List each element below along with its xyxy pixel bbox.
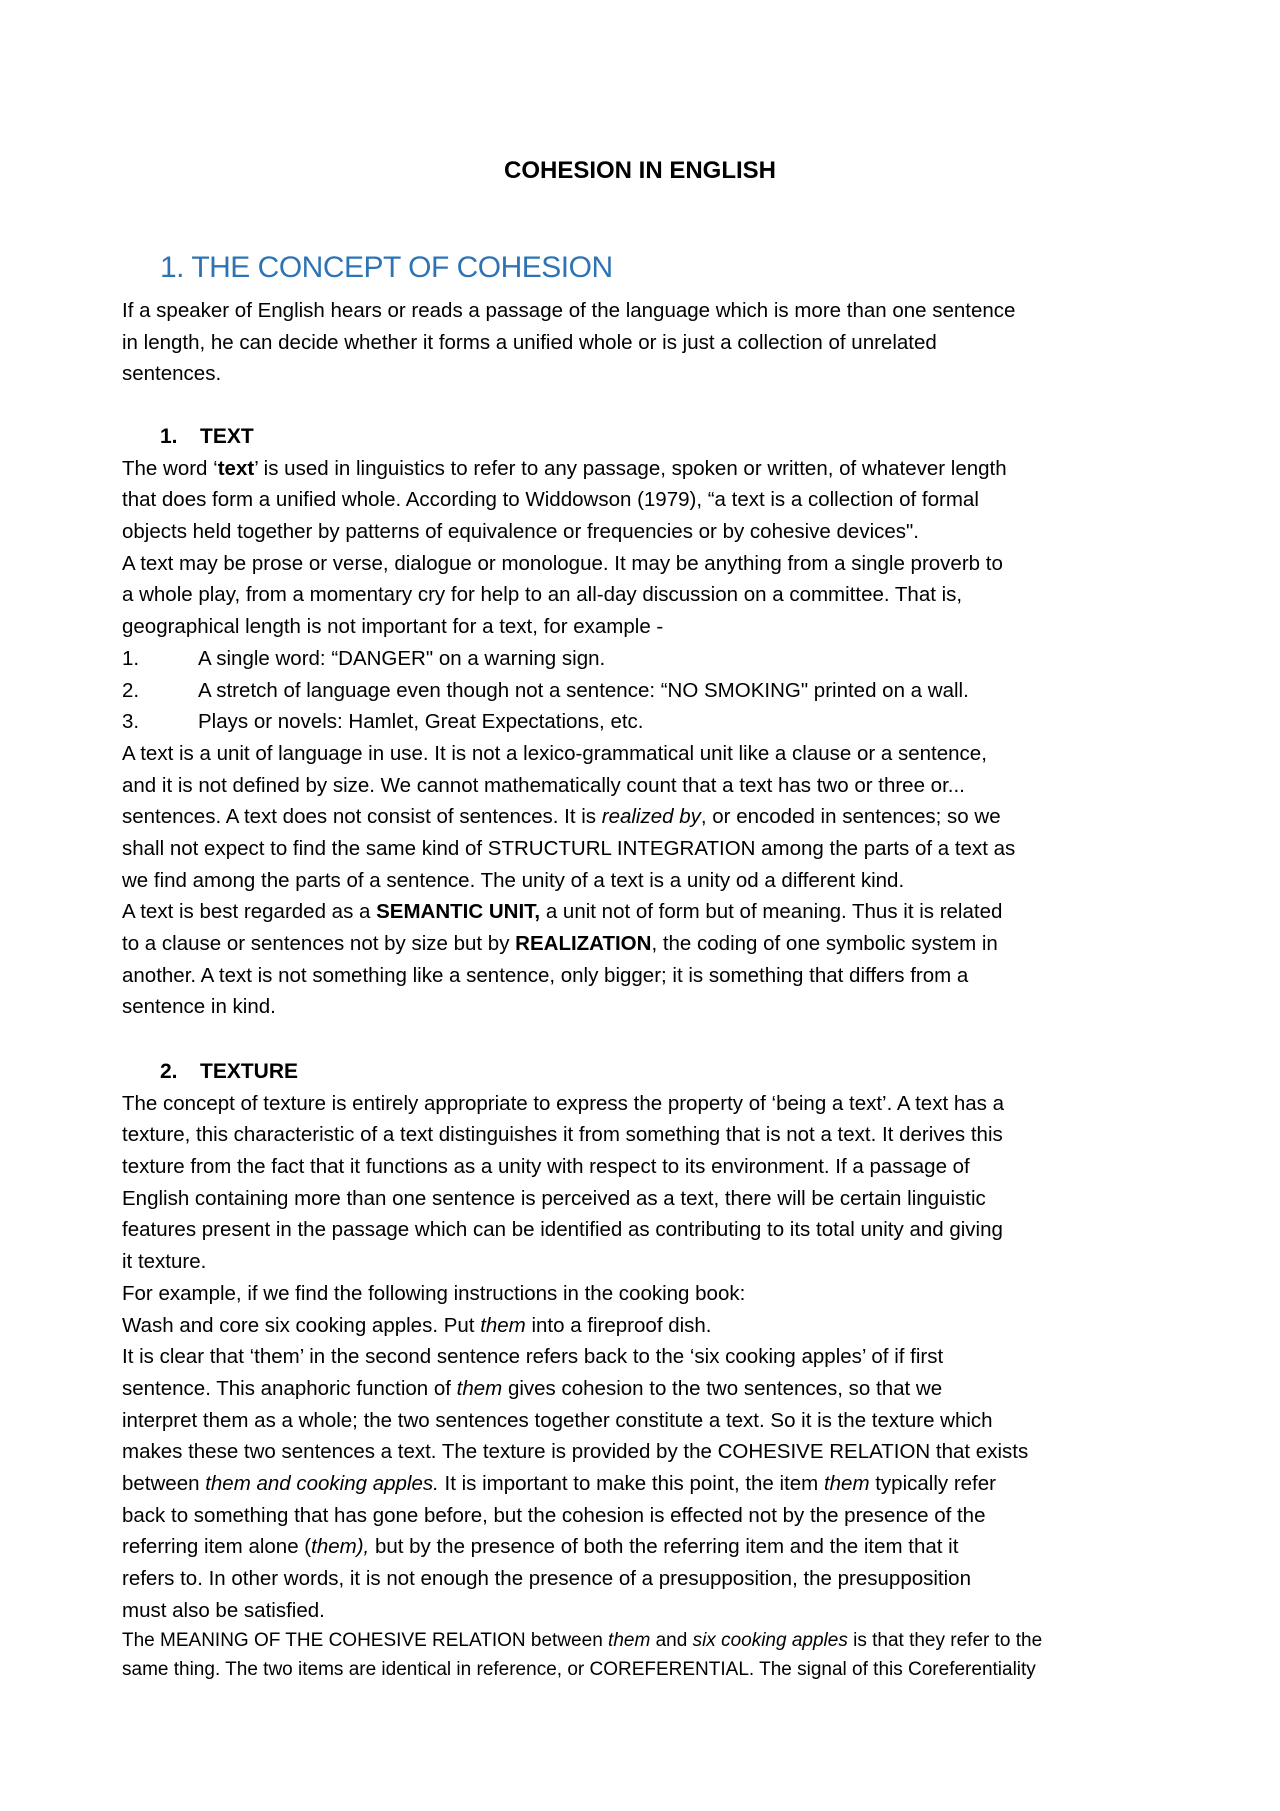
text-line	[122, 1563, 1202, 1595]
text-run: A stretch of language even though not a sentence: “NO SMOKING" printed on a wall.	[198, 678, 969, 702]
text-run: A single word: “DANGER" on a warning sign.	[198, 646, 606, 670]
text-line	[122, 706, 1202, 738]
text-run: in length, he can decide whether it forms a unified whole or is just a collection of unrelated	[122, 330, 937, 354]
text-run: between	[122, 1471, 206, 1495]
text-line	[122, 484, 1202, 516]
bold-text: text	[217, 456, 255, 480]
text-line	[122, 643, 1202, 675]
text-line	[122, 991, 1202, 1023]
text-run: same thing. The two items are identical in reference, or COREFERENTIAL. The signal of this Coreferentiality	[122, 1659, 1036, 1681]
text-run: into a fireproof dish.	[525, 1313, 712, 1337]
text-line	[122, 1436, 1202, 1468]
text-run: The word ‘	[122, 456, 218, 480]
italic-text: them),	[311, 1535, 370, 1559]
text-line	[122, 1151, 1202, 1183]
text-line	[122, 675, 1202, 707]
subheading-number: 2.	[160, 1060, 178, 1083]
text-run: it texture.	[122, 1250, 207, 1274]
text-line	[122, 1655, 1202, 1684]
text-line	[122, 1183, 1202, 1215]
italic-text: them	[608, 1630, 651, 1652]
text-line	[122, 295, 1202, 327]
text-run: geographical length is not important for a text, for example -	[122, 615, 664, 639]
text-run: a whole play, from a momentary cry for help to an all-day discussion on a committee. That is,	[122, 583, 963, 607]
text-run: Plays or novels: Hamlet, Great Expectations, etc.	[198, 710, 644, 734]
text-run: gives cohesion to the two sentences, so that we	[502, 1376, 943, 1400]
subheading-text	[122, 421, 1202, 453]
section-text	[122, 421, 1202, 1023]
text-run: A text is best regarded as a	[122, 900, 377, 924]
text-run: and	[650, 1630, 693, 1652]
text-run: The MEANING OF THE COHESIVE RELATION between	[122, 1630, 609, 1652]
text-line	[122, 327, 1202, 359]
text-line	[122, 579, 1202, 611]
text-line	[122, 1088, 1202, 1120]
text-run: is that they refer to the	[847, 1630, 1043, 1652]
text-run: referring item alone (	[122, 1535, 312, 1559]
text-run: A text is a unit of language in use. It is not a lexico-grammatical unit like a clause or a sentence,	[122, 741, 987, 765]
italic-text: them and cooking apples.	[205, 1471, 439, 1495]
subheading-number: 1.	[160, 425, 178, 448]
italic-text: realized by	[601, 805, 701, 829]
text-run: but by the presence of both the referring item and the item that it	[369, 1535, 959, 1559]
text-run: to a clause or sentences not by size but by	[122, 932, 516, 955]
text-run: sentence. This anaphoric function of	[122, 1376, 457, 1400]
italic-text: them	[823, 1471, 870, 1495]
text-run: For example, if we find the following instructions in the cooking book:	[122, 1281, 746, 1305]
text-line	[122, 801, 1202, 833]
text-line	[122, 1214, 1202, 1246]
text-run: sentences.	[122, 362, 222, 386]
text-run: texture, this characteristic of a text distinguishes it from something that is not a text. It derives this	[122, 1123, 1003, 1147]
text-run: makes these two sentences a text. The texture is provided by the COHESIVE RELATION that exists	[122, 1440, 1029, 1464]
text-run: The concept of texture is entirely appropriate to express the property of ‘being a text’. A text has a	[122, 1091, 1005, 1115]
subheading-texture	[122, 1056, 1202, 1088]
text-run: It is clear that ‘them’ in the second sentence refers back to the ‘six cooking apples’ of if first	[122, 1345, 944, 1369]
text-line	[122, 611, 1202, 643]
text-line	[122, 896, 1202, 928]
list-number: 3.	[122, 710, 140, 734]
bold-text: SEMANTIC UNIT,	[376, 900, 541, 924]
text-line	[122, 1405, 1202, 1437]
section-texture	[122, 1056, 1202, 1684]
subheading-title: TEXT	[200, 425, 254, 448]
text-line	[122, 1531, 1202, 1563]
text-run: we find among the parts of a sentence. The unity of a text is a unity od a different kind.	[122, 868, 905, 892]
list-number: 2.	[122, 678, 140, 702]
text-line	[122, 358, 1202, 390]
text-line	[122, 1278, 1202, 1310]
subheading-title: TEXTURE	[200, 1060, 299, 1083]
text-line	[122, 453, 1202, 485]
italic-text: them	[480, 1313, 526, 1337]
text-run: sentences. A text does not consist of sentences. It is	[122, 805, 602, 829]
text-line	[122, 1626, 1202, 1655]
text-line	[122, 770, 1202, 802]
text-run: a unit not of form but of meaning. Thus it is related	[540, 900, 1003, 924]
text-run: that does form a unified whole. According to Widdowson (1979), “a text is a collection of formal	[122, 488, 979, 512]
text-run: and it is not defined by size. We cannot mathematically count that a text has two or three or...	[122, 773, 965, 797]
list-number: 1.	[122, 646, 140, 670]
text-run: If a speaker of English hears or reads a passage of the language which is more than one sentence	[122, 299, 1016, 322]
text-run: , the coding of one symbolic system in	[651, 932, 998, 955]
text-run: It is important to make this point, the item	[438, 1471, 824, 1495]
text-line	[122, 1373, 1202, 1405]
text-run: Wash and core six cooking apples. Put	[122, 1313, 481, 1337]
text-run: English containing more than one sentence is perceived as a text, there will be certain linguistic	[122, 1186, 986, 1210]
text-line	[122, 865, 1202, 897]
text-line	[122, 548, 1202, 580]
text-line	[122, 928, 1202, 960]
text-line	[122, 833, 1202, 865]
text-run: A text may be prose or verse, dialogue or monologue. It may be anything from a single proverb to	[122, 551, 1003, 575]
text-run: sentence in kind.	[122, 995, 276, 1019]
text-run: interpret them as a whole; the two sentences together constitute a text. So it is the texture which	[122, 1408, 993, 1432]
text-run: typically refer	[869, 1471, 996, 1495]
text-run: texture from the fact that it functions as a unity with respect to its environment. If a passage of	[122, 1155, 970, 1179]
text-line	[122, 1310, 1202, 1342]
document-title: COHESION IN ENGLISH	[503, 157, 777, 184]
text-run: objects held together by patterns of equivalence or frequencies or by cohesive devices".	[122, 520, 919, 544]
text-run: must also be satisfied.	[122, 1598, 325, 1622]
text-run: back to something that has gone before, but the cohesion is effected not by the presence of the	[122, 1503, 986, 1527]
section-heading: 1. THE CONCEPT OF COHESION	[160, 251, 613, 284]
text-line	[122, 1595, 1202, 1627]
text-line	[122, 1246, 1202, 1278]
italic-text: six cooking apples	[692, 1630, 848, 1652]
text-line	[122, 1341, 1202, 1373]
bold-text: REALIZATION	[515, 932, 652, 955]
intro-paragraph	[122, 295, 1202, 390]
text-line	[122, 738, 1202, 770]
text-run: shall not expect to find the same kind of STRUCTURL INTEGRATION among the parts of a text as	[122, 836, 1016, 860]
text-run: another. A text is not something like a sentence, only bigger; it is something that differs from a	[122, 963, 969, 987]
text-line	[122, 960, 1202, 992]
text-run: , or encoded in sentences; so we	[700, 805, 1001, 829]
italic-text: them	[456, 1376, 503, 1400]
text-run: refers to. In other words, it is not enough the presence of a presupposition, the presupposition	[122, 1567, 971, 1590]
text-run: ’ is used in linguistics to refer to any passage, spoken or written, of whatever length	[254, 456, 1007, 480]
text-line	[122, 1500, 1202, 1532]
text-line	[122, 1119, 1202, 1151]
text-line	[122, 516, 1202, 548]
text-line	[122, 1468, 1202, 1500]
text-run: features present in the passage which can be identified as contributing to its total unity and giving	[122, 1218, 1003, 1242]
